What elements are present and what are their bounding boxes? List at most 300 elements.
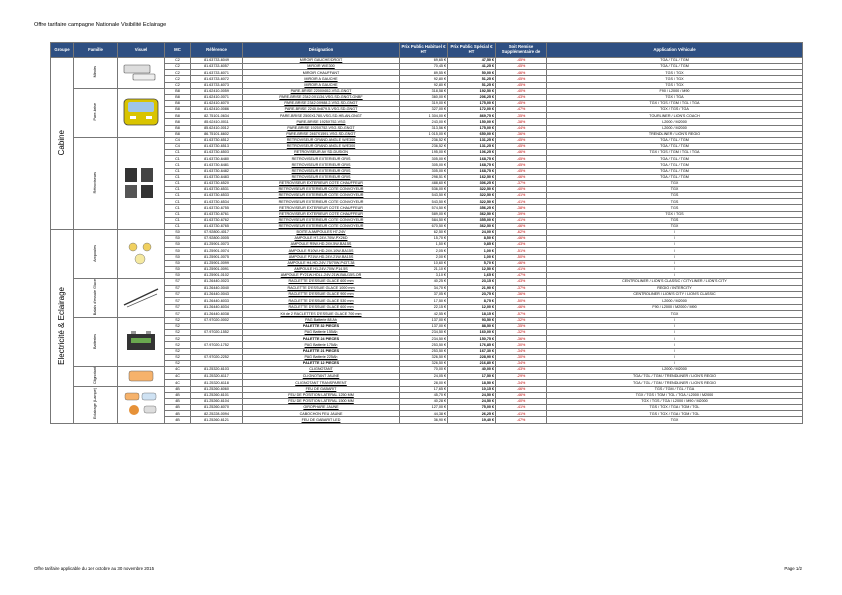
mirror-icon	[121, 61, 161, 85]
discount-cell: -39%	[496, 211, 547, 217]
public-price-cell: 22,15 €	[400, 304, 448, 310]
vehicle-application-cell: /	[547, 248, 803, 254]
public-price-cell: 236,52 €	[400, 137, 448, 143]
discount-cell: -37%	[496, 180, 547, 186]
special-price-cell: 21,90 €	[448, 285, 496, 291]
reference-cell: 07.97020-2252	[191, 354, 243, 360]
family-cell	[74, 88, 118, 137]
special-price-cell: 356,25 €	[448, 205, 496, 211]
designation-cell: RETROVISEUR EXTERIEUR COTE CONVOYEUR	[243, 193, 400, 199]
mc-cell: S0	[165, 229, 191, 235]
vehicle-application-cell: /	[547, 242, 803, 248]
designation-cell: RETROVISEUR EXTERIEUR COTE CONVOYEUR	[243, 217, 400, 223]
discount-cell: -30%	[496, 342, 547, 348]
vehicle-application-cell: TGA / TGL / TGM	[547, 162, 803, 168]
discount-cell: -41%	[496, 199, 547, 205]
bulb-icon	[123, 238, 159, 270]
special-price-cell: 93,50 €	[448, 317, 496, 323]
group-label: Electricité & Eclairage	[56, 286, 66, 365]
family-cell	[74, 317, 118, 366]
reference-cell: 81.63730-6503	[191, 150, 243, 156]
discount-cell: -47%	[496, 417, 547, 423]
designation-cell: MIROIR GAUCHE/DROIT	[243, 58, 400, 64]
discount-cell: -47%	[496, 272, 547, 278]
vehicle-application-cell: /	[547, 254, 803, 260]
reference-cell: 81.26440-0043	[191, 291, 243, 297]
designation-cell: PALETTE 21 PIECES	[243, 348, 400, 354]
vehicle-application-cell: /	[547, 330, 803, 336]
designation-cell: FEU DE POSITION LATERAL 1250 MM	[243, 392, 400, 398]
reference-cell: 86.75101-6602	[191, 131, 243, 137]
reference-cell: 81.25260-6070	[191, 405, 243, 411]
discount-cell: -45%	[496, 168, 547, 174]
designation-cell: PALETTE 32 PIECES	[243, 323, 400, 329]
reference-cell: 81.63730-6755	[191, 205, 243, 211]
reference-cell: 82.75101-0634	[191, 113, 243, 119]
designation-cell: AMPOULE H4-HD-24V-75/70W-P43T-38	[243, 260, 400, 266]
public-price-cell: 326,50 €	[400, 360, 448, 366]
designation-cell: PAG Batterie 155Ah	[243, 330, 400, 336]
special-price-cell: 131,25 €	[448, 137, 496, 143]
mc-cell: C1	[165, 180, 191, 186]
indicator-lamp-icon	[126, 368, 156, 386]
group-cell	[51, 58, 74, 230]
vehicle-application-cell: TGS	[547, 205, 803, 211]
special-price-cell: 168,75 €	[448, 156, 496, 162]
special-price-cell: 192,50 €	[448, 88, 496, 94]
mc-cell: S7	[165, 291, 191, 297]
special-price-cell: 40,00 €	[448, 366, 496, 373]
designation-cell: PAG Batterie 88 Ah	[243, 317, 400, 323]
designation-cell: RACLETTE D'ESSUIE GLACE 600 mm	[243, 279, 400, 285]
mc-cell: 4C	[165, 366, 191, 373]
special-price-cell: 88,50 €	[448, 323, 496, 329]
mc-cell: S0	[165, 254, 191, 260]
mc-cell: C1	[165, 211, 191, 217]
windshield-icon	[120, 95, 162, 131]
designation-cell: PAG Batterie 175Ah	[243, 342, 400, 348]
mc-cell: 4B	[165, 417, 191, 423]
designation-cell: RETROVISEUR EXTERIEUR COTE CHAUFFEUR	[243, 211, 400, 217]
vehicle-application-cell: TGX / TGS / TGM / TGL / TGA / L2000 / M2000	[547, 392, 803, 398]
mc-cell: S2	[165, 348, 191, 354]
reference-cell: 07.97020-1752	[191, 342, 243, 348]
designation-cell: PARE-BRISE 2467X1591-VSG-SD-GNGT	[243, 131, 400, 137]
reference-cell: 81.63730-6512	[191, 137, 243, 143]
designation-cell: PALETTE 12 PIECES	[243, 360, 400, 366]
document-title: Offre tarifaire campagne Nationale Visibilité Eclairage	[34, 22, 167, 28]
vehicle-application-cell: TOURLINER / LION'S COACH	[547, 113, 803, 119]
vehicle-application-cell: TGX / TGA	[547, 94, 803, 100]
public-price-cell: 92,80 €	[400, 82, 448, 88]
special-price-cell: 23,15 €	[448, 279, 496, 285]
public-price-cell: 536,00 €	[400, 186, 448, 192]
product-visual	[118, 137, 165, 229]
price-table	[50, 42, 803, 424]
designation-cell: CABOCHON FEU JAUNE	[243, 411, 400, 417]
public-price-cell: 69,65 €	[400, 58, 448, 64]
designation-cell: PARE-BRISE 1925X752-VSG	[243, 119, 400, 125]
discount-cell: -46%	[496, 70, 547, 76]
reference-cell: 81.63730-6762	[191, 217, 243, 223]
public-price-cell: 40,28 €	[400, 398, 448, 404]
vehicle-application-cell: TRENDLINER / LION'S REGIO	[547, 131, 803, 137]
reference-cell: 81.25260-6104	[191, 398, 243, 404]
special-price-cell: 362,50 €	[448, 223, 496, 229]
mc-cell: C1	[165, 223, 191, 229]
discount-cell: -62%	[496, 229, 547, 235]
special-price-cell: 47,50 €	[448, 58, 496, 64]
special-price-cell: 216,80 €	[448, 360, 496, 366]
vehicle-application-cell: TGX / TGS	[547, 211, 803, 217]
public-price-cell: 1,50 €	[400, 242, 448, 248]
designation-cell: RACLETTE D'ESSUIE GLACE 600 mm	[243, 304, 400, 310]
mc-cell: C1	[165, 193, 191, 199]
table-header	[51, 43, 803, 58]
mc-cell: C2	[165, 82, 191, 88]
reference-cell: 81.25320-6117	[191, 373, 243, 380]
public-price-cell: 10,60 €	[400, 260, 448, 266]
discount-cell: -46%	[496, 260, 547, 266]
special-price-cell: 23,75 €	[448, 291, 496, 297]
public-price-cell: 92,80 €	[400, 76, 448, 82]
vehicle-application-cell: TGA / TGL / TGM	[547, 174, 803, 180]
reference-cell: 81.26440-6033	[191, 298, 243, 304]
reference-cell: 82.25228-0094	[191, 411, 243, 417]
special-price-cell: 1,00 €	[448, 254, 496, 260]
public-price-cell: 589,00 €	[400, 211, 448, 217]
mc-cell: S0	[165, 248, 191, 254]
mc-cell: B8	[165, 125, 191, 131]
lamp-icon	[122, 389, 160, 421]
public-price-cell: 37,05 €	[400, 291, 448, 297]
public-price-cell: 327,00 €	[400, 107, 448, 113]
column-header: Application Véhicule	[547, 43, 803, 58]
special-price-cell: 24,00 €	[448, 229, 496, 235]
column-header: Soit Remise Supplémentaire de	[496, 43, 547, 58]
special-price-cell: 175,00 €	[448, 100, 496, 106]
reference-cell: 81.25901-0091	[191, 266, 243, 272]
discount-cell: -45%	[496, 58, 547, 64]
discount-cell: -32%	[496, 330, 547, 336]
vehicle-application-cell: CENTROLINER / LION'S CLASSIC / CITYLINER / LION'S CITY	[547, 279, 803, 285]
mc-cell: C1	[165, 150, 191, 156]
wiper-blade-icon	[121, 285, 161, 311]
vehicle-application-cell: TGS	[547, 193, 803, 199]
vehicle-application-cell: TGX	[547, 311, 803, 318]
product-visual	[118, 58, 165, 89]
special-price-cell: 1,00 €	[448, 248, 496, 254]
reference-cell: 81.63730-6480	[191, 156, 243, 162]
product-visual	[118, 229, 165, 278]
public-price-cell: 236,52 €	[400, 143, 448, 149]
vehicle-application-cell: TGA / TGL / TGM / TRENDLINER / LION'S REGIO	[547, 373, 803, 380]
designation-cell: GIROPHARE JAUNE	[243, 405, 400, 411]
family-label: Miroirs	[93, 66, 98, 78]
mc-cell: C1	[165, 186, 191, 192]
special-price-cell: 172,00 €	[448, 107, 496, 113]
reference-cell: 81.26440-6034	[191, 304, 243, 310]
discount-cell: -46%	[496, 386, 547, 392]
special-price-cell: 650,00 €	[448, 131, 496, 137]
public-price-cell: 3,10 €	[400, 272, 448, 278]
mc-cell: S7	[165, 285, 191, 291]
public-price-cell: 1 015,00 €	[400, 131, 448, 137]
special-price-cell: 24,50 €	[448, 398, 496, 404]
public-price-cell: 360,00 €	[400, 94, 448, 100]
designation-cell: RETROVISEUR EXTERIEUR COTE CONVOYEUR	[243, 223, 400, 229]
reference-cell: 81.63730-6534	[191, 199, 243, 205]
public-price-cell: 305,00 €	[400, 156, 448, 162]
mc-cell: C1	[165, 205, 191, 211]
designation-cell: RETROVISEUR EXTERIEUR GRIS	[243, 168, 400, 174]
reference-cell: 07.97020-0002	[191, 317, 243, 323]
mc-cell: S2	[165, 360, 191, 366]
discount-cell: -46%	[496, 236, 547, 242]
mc-cell: C2	[165, 70, 191, 76]
discount-cell: -45%	[496, 76, 547, 82]
designation-cell: MIROIR A GAUCHE	[243, 82, 400, 88]
group-cell	[51, 229, 74, 423]
discount-cell: -30%	[496, 354, 547, 360]
reference-cell: 85.62410-0012	[191, 125, 243, 131]
discount-cell: -41%	[496, 411, 547, 417]
mc-cell: S7	[165, 298, 191, 304]
public-price-cell: 234,50 €	[400, 336, 448, 342]
vehicle-application-cell: /	[547, 354, 803, 360]
family-label: Pare-brise	[93, 103, 98, 121]
public-price-cell: 488,60 €	[400, 180, 448, 186]
page-number: Page 1/2	[784, 566, 802, 571]
special-price-cell: 1,65 €	[448, 272, 496, 278]
designation-cell: RETROVISEUR GRAND ANGLE W/E300	[243, 137, 400, 143]
mc-cell: S0	[165, 236, 191, 242]
vehicle-application-cell: TGS / TGX	[547, 76, 803, 82]
reference-cell: 81.25320-6103	[191, 366, 243, 373]
vehicle-application-cell: L2000 / M2000	[547, 366, 803, 373]
column-header: Famille	[74, 43, 118, 58]
mc-cell: C4	[165, 143, 191, 149]
discount-cell: -36%	[496, 291, 547, 297]
designation-cell: CLIGNOTANT JAUNE	[243, 373, 400, 380]
discount-cell: -50%	[496, 298, 547, 304]
special-price-cell: 150,00 €	[448, 119, 496, 125]
public-price-cell: 44,38 €	[400, 411, 448, 417]
discount-cell: -46%	[496, 174, 547, 180]
vehicle-application-cell: TGA / TGL / TGM	[547, 58, 803, 64]
public-price-cell: 195,00 €	[400, 150, 448, 156]
mc-cell: C1	[165, 199, 191, 205]
special-price-cell: 51,25 €	[448, 82, 496, 88]
mc-cell: C2	[165, 64, 191, 70]
product-visual	[118, 386, 165, 423]
public-price-cell: 253,50 €	[400, 342, 448, 348]
reference-cell: 81.25260-6121	[191, 417, 243, 423]
reference-cell: 81.63730-6482	[191, 168, 243, 174]
designation-cell: Kit de 2 RACLETTES D'ESSUIE GLACE 700 mm	[243, 311, 400, 318]
product-visual	[118, 317, 165, 366]
family-cell	[74, 366, 118, 386]
discount-cell: -34%	[496, 360, 547, 366]
special-price-cell: 322,50 €	[448, 186, 496, 192]
designation-cell: AMPOULE H7-24V-70W-PX26D	[243, 236, 400, 242]
battery-icon	[123, 328, 159, 356]
reference-cell: 81.62410-0071	[191, 94, 243, 100]
public-price-cell: 326,50 €	[400, 354, 448, 360]
public-price-cell: 543,50 €	[400, 193, 448, 199]
discount-cell: -36%	[496, 131, 547, 137]
discount-cell: -46%	[496, 223, 547, 229]
public-price-cell: 234,50 €	[400, 330, 448, 336]
discount-cell: -40%	[496, 186, 547, 192]
reference-cell: 81.63730-6533	[191, 193, 243, 199]
mc-cell: B8	[165, 131, 191, 137]
family-label: Ampoules	[93, 244, 98, 262]
special-price-cell: 228,90 €	[448, 354, 496, 360]
special-price-cell: 322,50 €	[448, 193, 496, 199]
vehicle-application-cell: TGA / TGL / TGM	[547, 64, 803, 70]
public-price-cell: 89,55 €	[400, 70, 448, 76]
designation-cell: PALETTE 24 PIECES	[243, 336, 400, 342]
reference-cell: 81.25901-0102	[191, 272, 243, 278]
special-price-cell: 175,00 €	[448, 125, 496, 131]
discount-cell: -45%	[496, 100, 547, 106]
mc-cell: 4B	[165, 386, 191, 392]
public-price-cell: 40,25 €	[400, 279, 448, 285]
vehicle-application-cell: TGX / TGS / TGM / TGL / TGA	[547, 150, 803, 156]
discount-cell: -41%	[496, 193, 547, 199]
mc-cell: S2	[165, 317, 191, 323]
vehicle-application-cell: TGA / TGL / TGM	[547, 156, 803, 162]
vehicle-application-cell: TGX / TGS / TGA / L2000 / M90 / M2000	[547, 398, 803, 404]
mc-cell: C1	[165, 162, 191, 168]
discount-cell: -50%	[496, 254, 547, 260]
discount-cell: -46%	[496, 150, 547, 156]
public-price-cell: 2,05 €	[400, 248, 448, 254]
mc-cell: S0	[165, 260, 191, 266]
vehicle-application-cell: /	[547, 260, 803, 266]
discount-cell: -41%	[496, 217, 547, 223]
designation-cell: CLIGNOTANT	[243, 366, 400, 373]
special-price-cell: 362,50 €	[448, 211, 496, 217]
designation-cell: PARE-BRISE 1925X752-VSG-SD-GNGT	[243, 125, 400, 131]
reference-cell: 07.92800-4017	[191, 229, 243, 235]
vehicle-application-cell: /	[547, 236, 803, 242]
reference-cell: 81.25320-6118	[191, 380, 243, 387]
vehicle-application-cell: TGS / TGX	[547, 82, 803, 88]
designation-cell: RETROVISEUR EXTERIEUR GRIS	[243, 156, 400, 162]
public-price-cell: 574,50 €	[400, 205, 448, 211]
mc-cell: C1	[165, 174, 191, 180]
family-cell	[74, 386, 118, 423]
vehicle-application-cell: /	[547, 266, 803, 272]
designation-cell: RACLETTE D'ESSUIE GLACE 1000 mm	[243, 285, 400, 291]
discount-cell: -43%	[496, 242, 547, 248]
designation-cell: RETROVISEUR EXTERIEUR GRIS	[243, 174, 400, 180]
mc-cell: B8	[165, 100, 191, 106]
special-price-cell: 206,25 €	[448, 94, 496, 100]
designation-cell: AMPOULE R10W-HD-24V-10W-BA15S	[243, 248, 400, 254]
public-price-cell: 15,70 €	[400, 236, 448, 242]
public-price-cell: 319,00 €	[400, 100, 448, 106]
discount-cell: -40%	[496, 88, 547, 94]
column-header: MC	[165, 43, 191, 58]
public-price-cell: 137,00 €	[400, 323, 448, 329]
mc-cell: S2	[165, 354, 191, 360]
vehicle-application-cell: L2000 / M2000	[547, 119, 803, 125]
discount-cell: -45%	[496, 137, 547, 143]
public-price-cell: 28,00 €	[400, 380, 448, 387]
vehicle-application-cell: TGX / TGS / TGM / TGL / TGA	[547, 100, 803, 106]
special-price-cell: 5,70 €	[448, 260, 496, 266]
reference-cell: 81.62410-0086	[191, 107, 243, 113]
designation-cell: RETROVISEUR AV SD-DUSION	[243, 150, 400, 156]
public-price-cell: 36,90 €	[400, 417, 448, 423]
mc-cell: 4C	[165, 380, 191, 387]
reference-cell: 81.63730-6531	[191, 186, 243, 192]
public-price-cell: 318,58 €	[400, 88, 448, 94]
family-cell	[74, 229, 118, 278]
discount-cell: -43%	[496, 94, 547, 100]
discount-cell: -40%	[496, 398, 547, 404]
discount-cell: -51%	[496, 248, 547, 254]
designation-cell: MIROIR A GAUCHE	[243, 76, 400, 82]
mc-cell: 4B	[165, 411, 191, 417]
mc-cell: C1	[165, 168, 191, 174]
vehicle-application-cell: TGS / TGX / TGA / TGM / TGL	[547, 405, 803, 411]
public-price-cell: 21,10 €	[400, 266, 448, 272]
designation-cell: AMPOULE P21W-HD-24V-21W-BA15S	[243, 254, 400, 260]
product-visual	[118, 366, 165, 386]
special-price-cell: 106,25 €	[448, 150, 496, 156]
special-price-cell: 168,75 €	[448, 168, 496, 174]
reference-cell: 81.26440-0023	[191, 279, 243, 285]
discount-cell: -45%	[496, 143, 547, 149]
mc-cell: 4B	[165, 398, 191, 404]
public-price-cell: 70,45 €	[400, 64, 448, 70]
family-label: Balais d'essuie Glace	[93, 279, 98, 316]
special-price-cell: 8,50 €	[448, 236, 496, 242]
special-price-cell: 41,25 €	[448, 64, 496, 70]
mc-cell: B8	[165, 113, 191, 119]
rearview-mirror-icon	[121, 165, 161, 203]
vehicle-application-cell: TGS / TGX / TGA / TGM / TGL	[547, 411, 803, 417]
designation-cell: FEU DE POSITION LATERAL 1500 MM	[243, 398, 400, 404]
column-header: Référence	[191, 43, 243, 58]
family-cell	[74, 137, 118, 229]
family-cell	[74, 58, 118, 89]
vehicle-application-cell: /	[547, 342, 803, 348]
designation-cell: MIROIR W/E300	[243, 64, 400, 70]
discount-cell: -45%	[496, 156, 547, 162]
product-visual	[118, 88, 165, 137]
reference-cell: 07.92800-0005	[191, 236, 243, 242]
mc-cell: S7	[165, 311, 191, 318]
special-price-cell: 355,00 €	[448, 217, 496, 223]
special-price-cell: 8,75 €	[448, 298, 496, 304]
mc-cell: C1	[165, 217, 191, 223]
reference-cell: 81.26440-6038	[191, 311, 243, 318]
column-header: Prix Public Spécial € HT	[448, 43, 496, 58]
vehicle-application-cell: /	[547, 272, 803, 278]
reference-cell: 81.62410-6070	[191, 100, 243, 106]
discount-cell: -35%	[496, 323, 547, 329]
discount-cell: -41%	[496, 266, 547, 272]
family-label: Batteries	[93, 333, 98, 349]
special-price-cell: 10,15 €	[448, 386, 496, 392]
public-price-cell: 2,00 €	[400, 254, 448, 260]
vehicle-application-cell: TGX	[547, 417, 803, 423]
